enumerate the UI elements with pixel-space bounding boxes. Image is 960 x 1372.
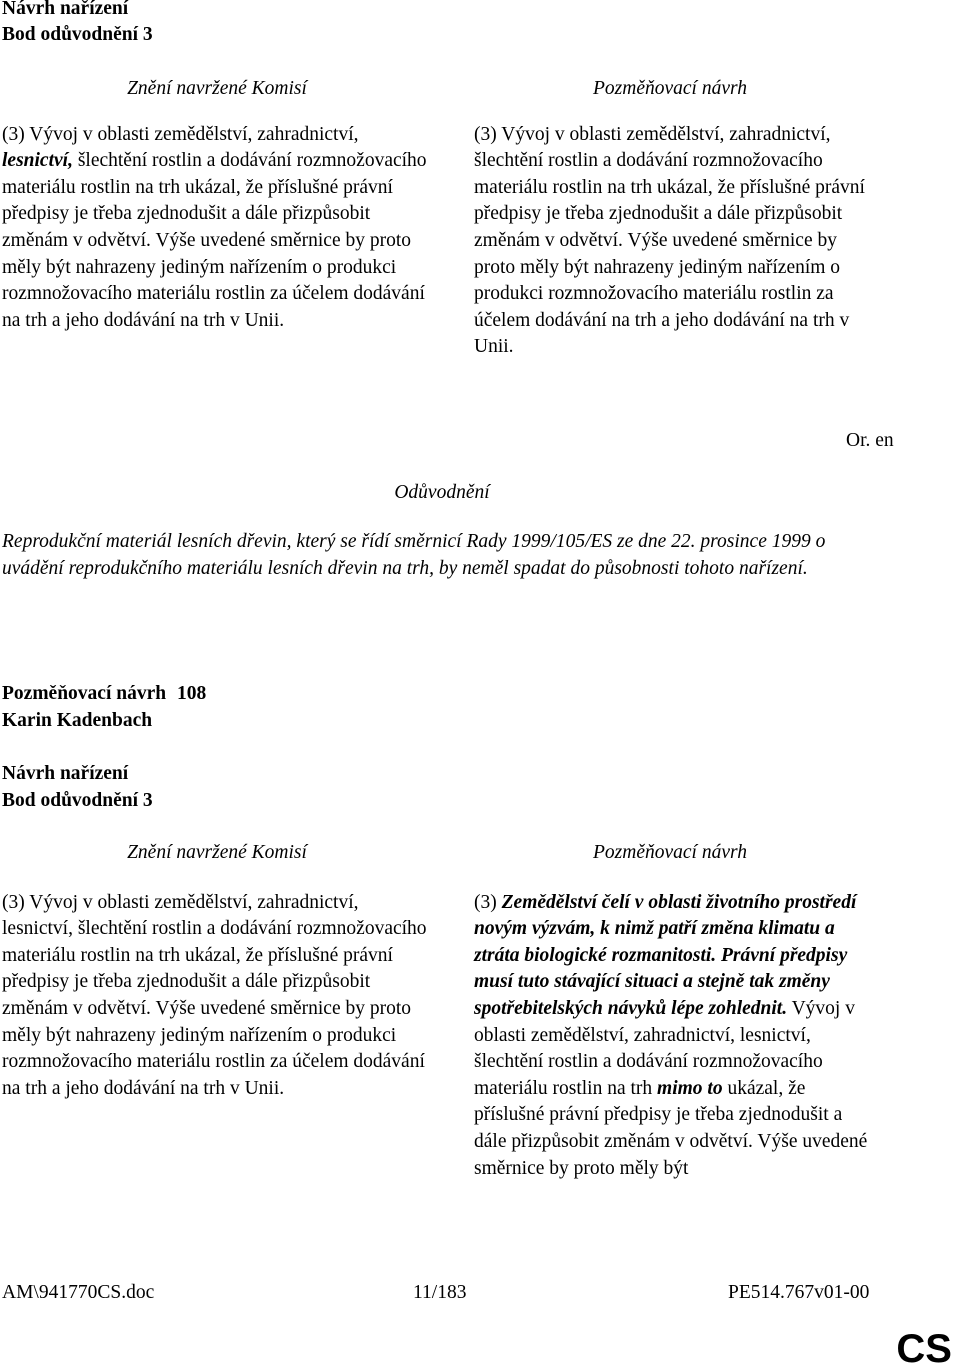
text-run: šlechtění rostlin a dodávání rozmnožovacího materiálu rostlin na trh ukázal, že příslušné právní předpisy je třeba zjednodušit a dále přizpůsobit změnám v odvětví. Výše uvedené směrnice by proto měly být nahrazeny jediným nařízením o produkci rozmnožovacího materiálu rostlin za účelem dodávání na trh a jeho dodávání na trh v Unii. [2, 150, 427, 331]
text-run: ukázal, že příslušné právní předpisy je třeba zjednodušit a dále přizpůsobit změnám v odvětví. Výše uvedené směrnice by proto měly být [474, 1077, 868, 1179]
commission-text [2, 122, 432, 335]
commission-text-column-2 [2, 840, 432, 1102]
text-run: Vývoj v oblasti zemědělství, zahradnictví, lesnictví, šlechtění rostlin a dodávání rozmnožovacího materiálu rostlin na trh [474, 997, 855, 1099]
text-run: (3) Vývoj v oblasti zemědělství, zahradnictví, [2, 123, 359, 145]
justification-heading: Odůvodnění [394, 482, 490, 503]
language-code: CS [896, 1327, 952, 1371]
amendment-text-heading: Pozměňovací návrh [593, 78, 747, 99]
recital-title-2: Bod odůvodnění 3 [2, 790, 153, 811]
footer-doc-ref: AM\941770CS.doc [2, 1282, 155, 1303]
amendment-number: 108 [176, 683, 207, 704]
proposal-title: Návrh nařízení [2, 0, 129, 19]
amendment-text-heading-2: Pozměňovací návrh [593, 842, 747, 863]
footer-page-number: 11/183 [413, 1282, 467, 1303]
recital-title: Bod odůvodnění 3 [2, 24, 153, 45]
amended-text-run: lesnictví, [2, 150, 73, 172]
amendment-author: Karin Kadenbach [2, 710, 153, 731]
amended-text-run: Zemědělství čelí v oblasti životního prostředí novým výzvám, k nimž patří změna klimatu a ztráta biologické rozmanitosti. Právní předpisy musí tuto stávající situaci a stejně tak změny spotřebitelských návyků lépe zohlednit. [474, 891, 857, 1019]
justification-text: Reprodukční materiál lesních dřevin, který se řídí směrnicí Rady 1999/105/ES ze dne 22. prosince 1999 o uvádění reprodukčního materiálu lesních dřevin na trh, by neměl spadat do působnosti tohoto nařízení. [2, 531, 826, 579]
amendment-text: (3) Vývoj v oblasti zemědělství, zahradnictví, šlechtění rostlin a dodávání rozmnožovacího materiálu rostlin na trh ukázal, že příslušné právní předpisy je třeba zjednodušit a dále přizpůsobit změnám v odvětví. Výše uvedené směrnice by proto měly být nahrazeny jediným nařízením o produkci rozmnožovacího materiálu rostlin za účelem dodávání na trh a jeho dodávání na trh v Unii. [474, 123, 865, 358]
amendment-text-column [474, 76, 934, 361]
amendment-header [2, 681, 206, 708]
text-run: (3) [474, 891, 502, 913]
amended-text-run: mimo to [657, 1077, 723, 1099]
footer-pe-ref: PE514.767v01-00 [728, 1282, 870, 1303]
commission-text-heading: Znění navržené Komisí [127, 78, 307, 99]
original-language: Or. en [846, 430, 894, 451]
amendment-text-column-2 [474, 840, 934, 1182]
commission-text-2: (3) Vývoj v oblasti zemědělství, zahradnictví, lesnictví, šlechtění rostlin a dodávání rozmnožovacího materiálu rostlin na trh ukázal, že příslušné právní předpisy je třeba zjednodušit a dále přizpůsobit změnám v odvětví. Výše uvedené směrnice by proto měly být nahrazeny jediným nařízením o produkci rozmnožovacího materiálu rostlin za účelem dodávání na trh a jeho dodávání na trh v Unii. [2, 891, 427, 1099]
commission-text-column [2, 76, 432, 334]
amendment-text-2 [474, 890, 870, 1183]
proposal-title-2: Návrh nařízení [2, 763, 129, 784]
amendment-label: Pozměňovací návrh [2, 683, 167, 704]
commission-text-heading-2: Znění navržené Komisí [127, 842, 307, 863]
